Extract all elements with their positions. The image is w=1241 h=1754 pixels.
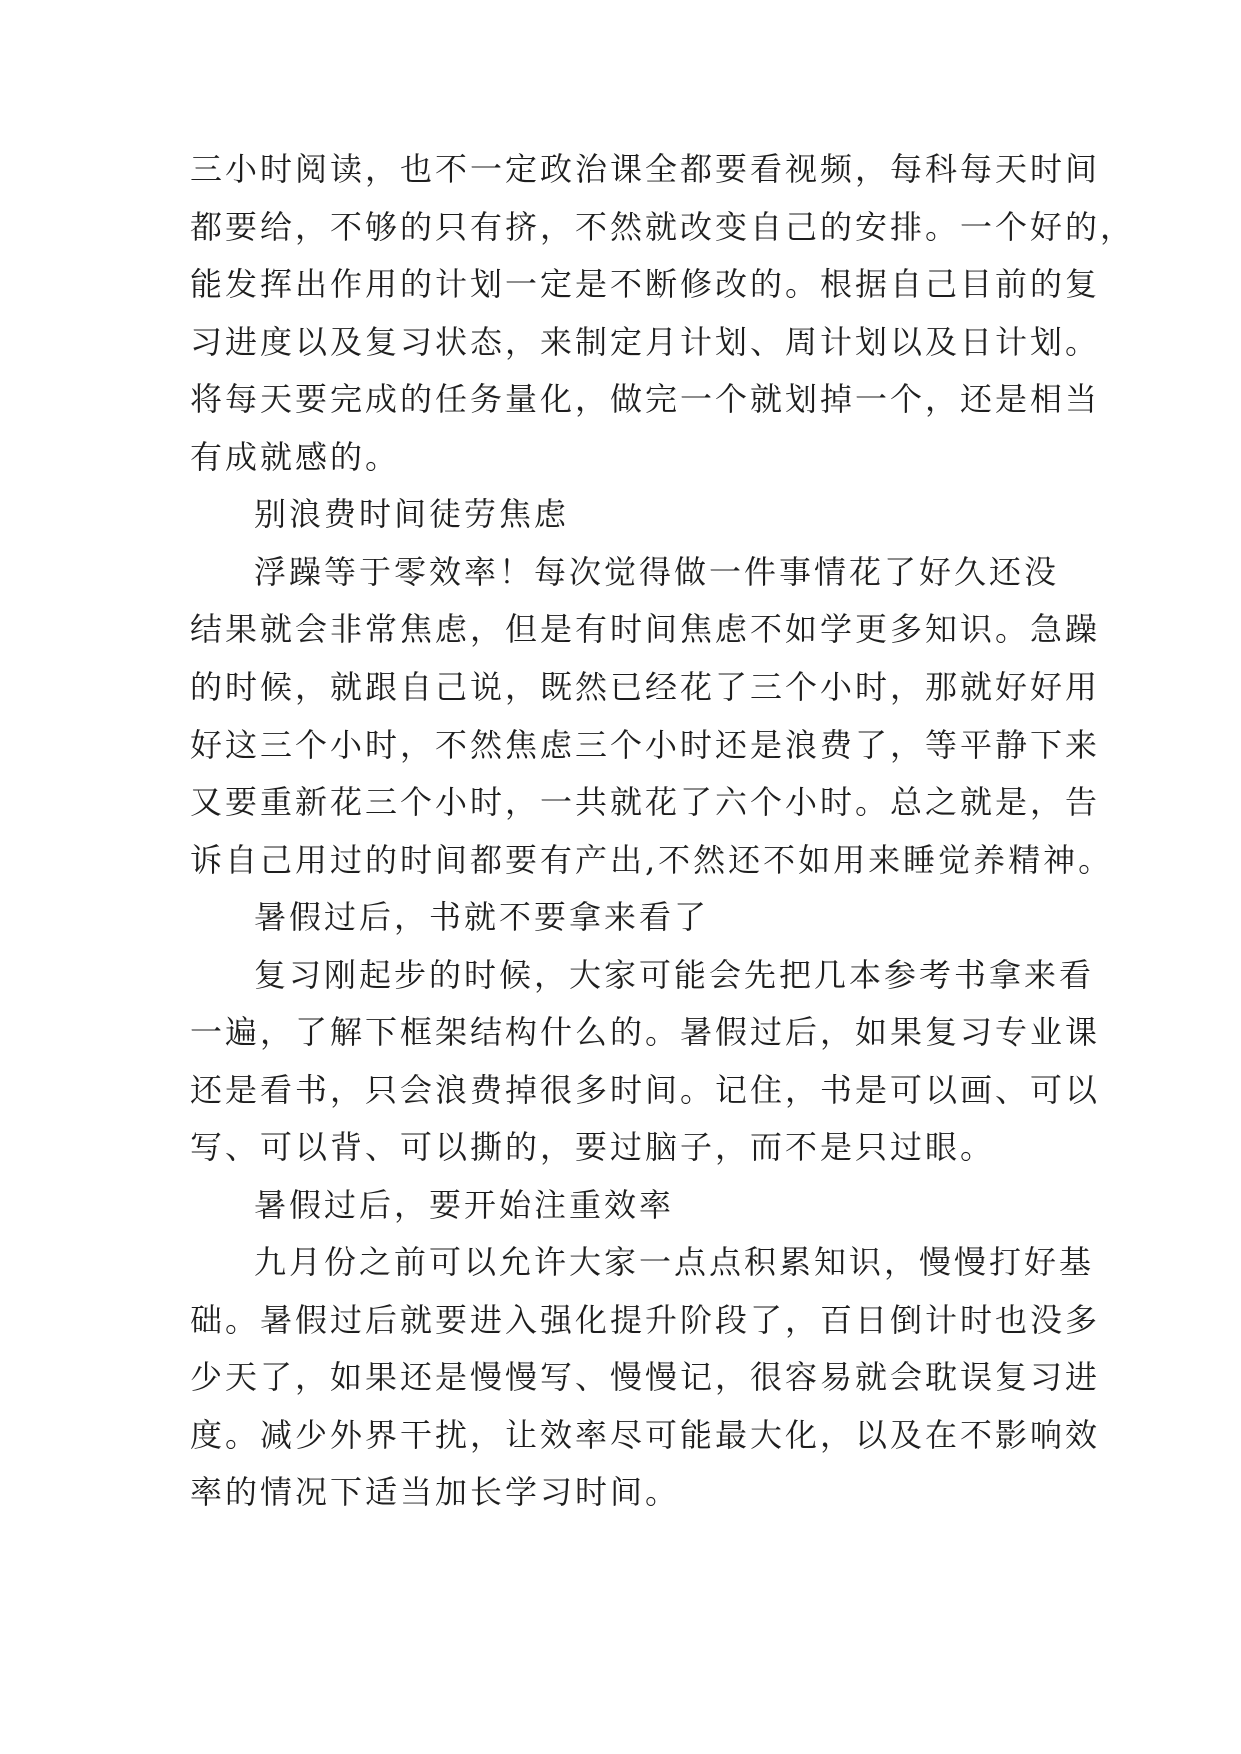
text-line: 写、可以背、可以撕的，要过脑子，而不是只过眼。 xyxy=(190,1128,996,1166)
text-line: 率的情况下适当加长学习时间。 xyxy=(190,1473,681,1511)
text-line: 结果就会非常焦虑，但是有时间焦虑不如学更多知识。急躁 xyxy=(190,610,1101,648)
text-line: 好这三个小时，不然焦虑三个小时还是浪费了，等平静下来 xyxy=(190,726,1101,764)
section-heading: 别浪费时间徒劳焦虑 xyxy=(254,495,570,533)
text-line: 能发挥出作用的计划一定是不断修改的。根据自己目前的复 xyxy=(190,265,1101,303)
text-line: 将每天要完成的任务量化，做完一个就划掉一个，还是相当 xyxy=(190,380,1101,418)
text-line: 有成就感的。 xyxy=(190,438,401,476)
paragraph-first-line: 复习刚起步的时候，大家可能会先把几本参考书拿来看 xyxy=(254,956,1095,994)
text-line: 还是看书，只会浪费掉很多时间。记住，书是可以画、可以 xyxy=(190,1071,1101,1109)
text-line: 少天了，如果还是慢慢写、慢慢记，很容易就会耽误复习进 xyxy=(190,1358,1101,1396)
text-line: 的时候，就跟自己说，既然已经花了三个小时，那就好好用 xyxy=(190,668,1101,706)
text-line: 都要给，不够的只有挤，不然就改变自己的安排。一个好的， xyxy=(190,208,1136,246)
text-line: 三小时阅读，也不一定政治课全都要看视频，每科每天时间 xyxy=(190,150,1101,188)
paragraph-first-line: 九月份之前可以允许大家一点点积累知识，慢慢打好基 xyxy=(254,1243,1095,1281)
text-line: 习进度以及复习状态，来制定月计划、周计划以及日计划。 xyxy=(190,323,1101,361)
section-heading: 暑假过后，要开始注重效率 xyxy=(254,1186,675,1224)
text-line: 又要重新花三个小时，一共就花了六个小时。总之就是，告 xyxy=(190,783,1101,821)
text-line: 一遍，了解下框架结构什么的。暑假过后，如果复习专业课 xyxy=(190,1013,1101,1051)
section-heading: 暑假过后，书就不要拿来看了 xyxy=(254,898,710,936)
text-line: 诉自己用过的时间都要有产出,不然还不如用来睡觉养精神。 xyxy=(190,841,1114,879)
text-line: 础。暑假过后就要进入强化提升阶段了，百日倒计时也没多 xyxy=(190,1301,1101,1339)
paragraph-first-line: 浮躁等于零效率！每次觉得做一件事情花了好久还没 xyxy=(254,553,1060,591)
text-line: 度。减少外界干扰，让效率尽可能最大化，以及在不影响效 xyxy=(190,1416,1101,1454)
